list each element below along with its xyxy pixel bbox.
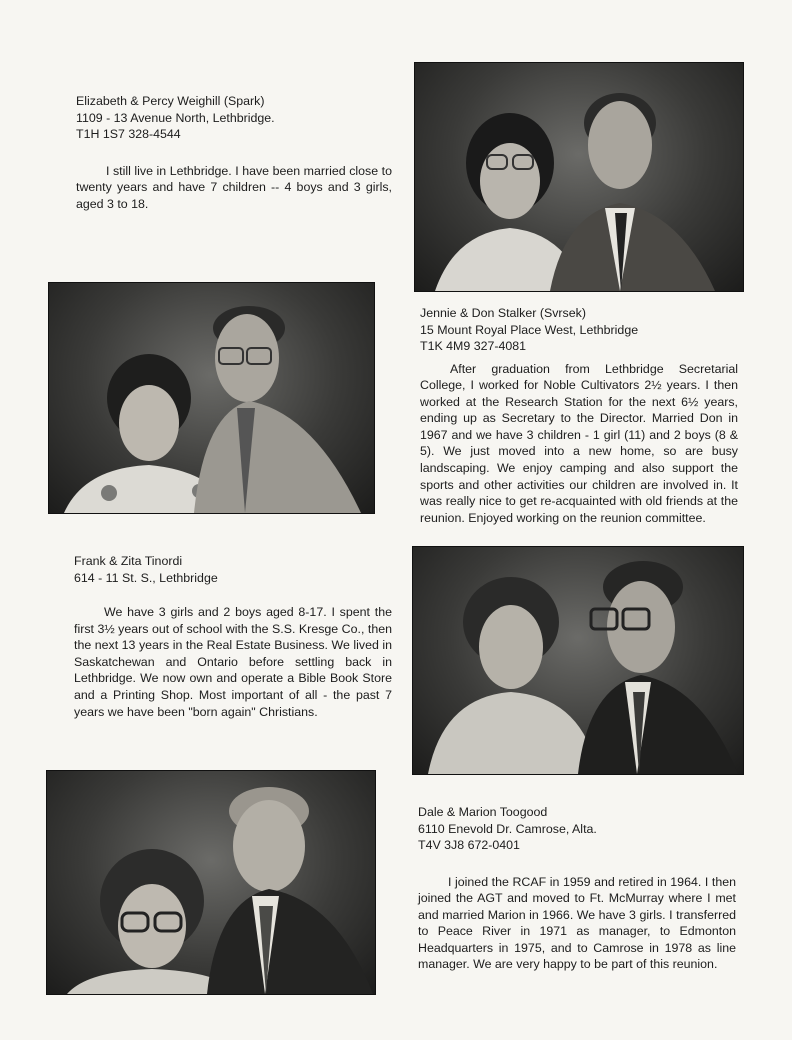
entry-address: 6110 Enevold Dr. Camrose, Alta. — [418, 821, 597, 836]
photo-tinordi-couple — [48, 282, 375, 514]
entry-text: I joined the RCAF in 1959 and retired in 1964. I then joined the AGT and moved to Ft. McMurray where I met and married Marion in 1966. We have 3 girls. I transferred to Peace River in 1971 as manager, to Edmonton Headquarters in 1975, and to Camrose in 1978 as line manager. We are very happy to be part of this reunion. — [418, 874, 736, 972]
entry-weighill — [76, 93, 392, 212]
entry-tinordi — [74, 553, 392, 720]
photo-weighill-couple — [46, 770, 376, 995]
entry-postal-phone: T1H 1S7 328-4544 — [76, 127, 181, 141]
entry-name: Frank & Zita Tinordi — [74, 554, 183, 568]
entry-address: 15 Mount Royal Place West, Lethbridge — [420, 322, 639, 337]
entry-toogood — [418, 804, 736, 973]
entry-text: After graduation from Lethbridge Secretarial College, I worked for Noble Cultivators 2½ years. I then worked at the Research Station for the next 6½ years, ending up as Secretary to the Director. Married Don in 1967 and we have 3 children - 1 girl (11) and 2 boys (8 & 5). We just moved into a new home, so are busy landscaping. We enjoy camping and also support the sports and other activities our children are involved in. It was really nice to get re-acquainted with old friends at the reunion. Enjoyed working on the reunion committee. — [420, 361, 738, 525]
entry-postal-phone: T1K 4M9 327-4081 — [420, 339, 527, 353]
entry-postal-phone: T4V 3J8 672-0401 — [418, 838, 520, 852]
entry-name: Jennie & Don Stalker (Svrsek) — [420, 306, 586, 320]
entry-address: 1109 - 13 Avenue North, Lethbridge. — [76, 110, 275, 125]
entry-name: Elizabeth & Percy Weighill (Spark) — [76, 94, 265, 108]
entry-text: We have 3 girls and 2 boys aged 8-17. I spent the first 3½ years out of school with the S.S. Kresge Co., then the next 13 years in the Real Estate Business. We lived in Saskatchewan and Ontario before settling back in Lethbridge. We now own and operate a Bible Book Store and a Printing Shop. Most important of all - the past 7 years we have been "born again" Christians. — [74, 605, 392, 719]
entry-address: 614 - 11 St. S., Lethbridge — [74, 570, 218, 585]
photo-stalker-couple — [414, 62, 744, 292]
photo-toogood-couple — [412, 546, 744, 775]
entry-text: I still live in Lethbridge. I have been married close to twenty years and have 7 children -- 4 boys and 3 girls, aged 3 to 18. — [76, 163, 392, 211]
entry-name: Dale & Marion Toogood — [418, 805, 548, 819]
entry-stalker — [420, 305, 738, 526]
